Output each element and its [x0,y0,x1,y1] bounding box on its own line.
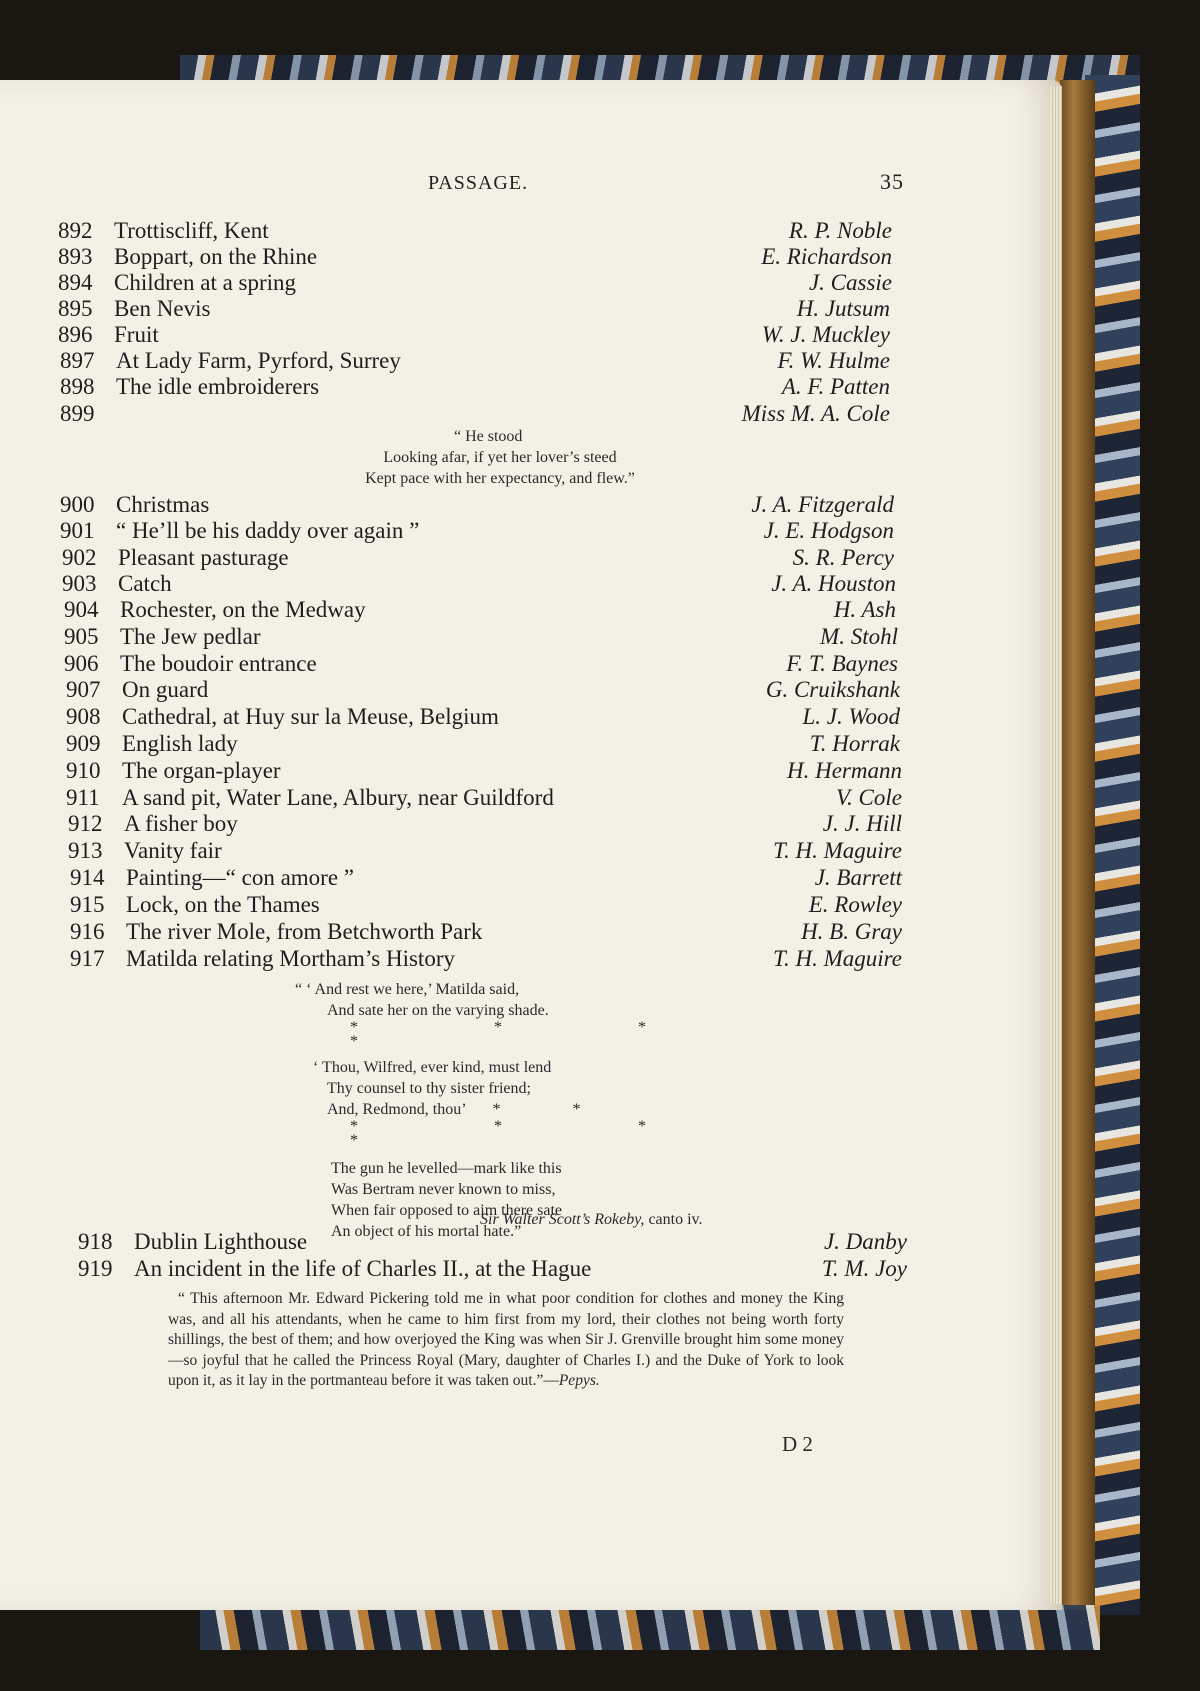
catalogue-entry [66,758,902,786]
entry-number: 893 [58,244,93,269]
prose-919 [168,1289,844,1392]
verse-line: And sate her on the varying shade. [327,1002,549,1019]
catalogue-entry [58,322,890,350]
catalogue-entry [78,1256,907,1284]
catalogue-entry [58,244,892,272]
entry-artist: J. J. Hill [822,811,902,836]
entry-title: The idle embroiderers [116,374,320,399]
entry-title: Matilda relating Mortham’s History [126,946,455,971]
entry-number: 904 [64,597,99,622]
entry-title: Pleasant pasturage [118,545,289,570]
entry-title: Christmas [116,492,210,517]
entry-number: 901 [60,518,95,543]
entry-artist: T. H. Maguire [772,946,902,971]
entry-artist: G. Cruikshank [765,677,900,702]
entry-number: 903 [62,571,97,596]
entry-artist: J. Cassie [808,270,892,295]
entry-title: Catch [118,571,172,596]
entry-artist: H. Jutsum [796,296,890,321]
entry-title: Fruit [114,322,159,347]
verse-line: An object of his mortal hate.” [331,1223,522,1240]
catalogue-entry [64,597,896,625]
entry-artist: L. J. Wood [802,704,900,729]
quote-line: Looking afar, if yet her lover’s steed [383,449,617,466]
attribution-canto: canto iv. [648,1211,703,1228]
entry-artist: V. Cole [835,785,902,810]
entry-title: Trottiscliff, Kent [114,218,269,243]
entry-artist: J. Barrett [814,865,902,890]
entry-title: Painting—“ con amore ” [126,865,355,890]
catalogue-entry [58,270,892,298]
entry-number: 902 [62,545,97,570]
quote-line: “ He stood [454,428,523,445]
catalogue-entry [66,704,900,732]
entry-number: 892 [58,218,93,243]
entry-title: Vanity fair [124,838,222,863]
entry-number: 909 [66,731,101,756]
catalogue-entry [64,651,898,679]
catalogue-entry [60,374,890,402]
entry-number: 917 [70,946,105,971]
entry-title: Rochester, on the Medway [120,597,366,622]
entry-title: The organ-player [122,758,281,783]
entry-artist: F. W. Hulme [777,348,890,373]
catalogue-entry [70,865,902,893]
verse-text: And, Redmond, thou’ [327,1101,467,1118]
entry-artist: E. Richardson [761,244,892,269]
entry-artist: T. Horrak [809,731,900,756]
quote-line: Kept pace with her expectancy, and flew.” [365,470,635,487]
catalogue-entry [70,919,902,947]
verse-line: “ ‘ And rest we here,’ Matilda said, [295,981,520,998]
entry-number: 894 [58,270,93,295]
catalogue-entry [60,401,890,429]
verse-line: When fair opposed to aim there sate [331,1202,563,1219]
entry-number: 905 [64,624,99,649]
catalogue-entry [60,348,890,376]
verse-attribution [480,1209,820,1230]
verse-line [295,1099,715,1120]
catalogue-entry [66,677,900,705]
catalogue-entry [70,892,902,920]
entry-artist: J. E. Hodgson [763,518,894,543]
entry-title: A sand pit, Water Lane, Albury, near Guildford [122,785,554,810]
verse-stars: * * * * [350,1019,712,1050]
section-title: PASSAGE. [428,172,529,194]
catalogue-entry [62,571,896,599]
entry-artist: J. A. Fitzgerald [751,492,894,517]
entry-number: 897 [60,348,95,373]
entry-title: The river Mole, from Betchworth Park [126,919,483,944]
entry-title: English lady [122,731,238,756]
entry-artist: W. J. Muckley [761,322,890,347]
entry-number: 911 [66,785,100,810]
entry-artist: T. M. Joy [821,1256,907,1281]
entry-number: 895 [58,296,93,321]
entry-artist: J. Danby [823,1229,907,1254]
catalogue-entry [70,946,902,974]
book-spine-leather [1060,80,1095,1610]
entry-artist: T. H. Maguire [772,838,902,863]
entry-artist: R. P. Noble [788,218,892,243]
marbled-endpaper-bottom [200,1605,1100,1650]
entry-artist: A. F. Patten [781,374,890,399]
entry-title: The Jew pedlar [120,624,261,649]
entry-number: 907 [66,677,101,702]
entry-number: 900 [60,492,95,517]
entry-number: 908 [66,704,101,729]
entry-title: An incident in the life of Charles II., at the Hague [134,1256,592,1281]
entry-title: On guard [122,677,209,702]
entry-artist: M. Stohl [820,624,898,649]
catalogue-entry [68,838,902,866]
entry-artist: H. Ash [833,597,896,622]
verse-line: ‘ Thou, Wilfred, ever kind, must lend [313,1059,552,1076]
catalogue-entry [60,518,894,546]
entry-artist: S. R. Percy [792,545,894,570]
verse-line: Thy counsel to thy sister friend; [327,1080,531,1097]
attribution-work: Sir Walter Scott’s Rokeby, [480,1211,645,1228]
entry-artist: H. Hermann [787,758,902,783]
entry-number: 915 [70,892,105,917]
catalogue-entry [58,296,890,324]
verse-stars: * * [492,1101,615,1118]
entry-artist: Miss M. A. Cole [741,401,890,426]
signature-mark: D 2 [782,1432,813,1456]
page-number: 35 [880,169,904,194]
entry-title: At Lady Farm, Pyrford, Surrey [116,348,401,373]
catalogue-entry [64,624,898,652]
running-header [0,169,1062,198]
catalogue-entry [66,785,902,813]
entry-title: Dublin Lighthouse [134,1229,308,1254]
catalogue-entry [58,218,892,246]
prose-author: Pepys. [558,1372,600,1389]
entry-artist: E. Rowley [808,892,902,917]
catalogue-entry [66,731,900,759]
verse-line: Was Bertram never known to miss, [331,1181,556,1198]
catalogue-entry [60,492,894,520]
entry-title: A fisher boy [124,811,238,836]
entry-title: Boppart, on the Rhine [114,244,318,269]
entry-title: Lock, on the Thames [126,892,320,917]
entry-artist: F. T. Baynes [786,651,898,676]
entry-number: 914 [70,865,105,890]
catalogue-entry [68,811,902,839]
verse-line: The gun he levelled—mark like this [331,1160,562,1177]
entry-number: 913 [68,838,103,863]
entry-number: 918 [78,1229,113,1254]
entry-number: 910 [66,758,101,783]
verse-stars: * * * * [350,1118,712,1149]
page-edge [1050,86,1062,1604]
entry-title: Cathedral, at Huy sur la Meuse, Belgium [122,704,499,729]
entry-title: “ He’ll be his daddy over again ” [116,518,420,543]
entry-title: Ben Nevis [114,296,211,321]
entry-title: Children at a spring [114,270,297,295]
entry-number: 899 [60,401,95,426]
entry-number: 912 [68,811,103,836]
verse-917 [295,979,715,1242]
quote-899 [300,426,700,489]
entry-number: 896 [58,322,93,347]
entry-number: 916 [70,919,105,944]
prose-text: “ This afternoon Mr. Edward Pickering told me in what poor condition for clothes and money the King was, and all his attendants, when he came to him first from my lord, their clothes not being worth forty shillings, the best of them; and how overjoyed the King was when Sir J. Grenville brought him some money—so joyful that he called the Princess Royal (Mary, daughter of Charles I.) and the Duke of York to look upon it, as it lay in the portmanteau before it was taken out.”— [168,1290,844,1389]
entry-number: 919 [78,1256,113,1281]
entry-title: The boudoir entrance [120,651,317,676]
entry-artist: H. B. Gray [801,919,902,944]
catalogue-entry [62,545,894,573]
entry-number: 898 [60,374,95,399]
entry-artist: J. A. Houston [771,571,896,596]
entry-number: 906 [64,651,99,676]
